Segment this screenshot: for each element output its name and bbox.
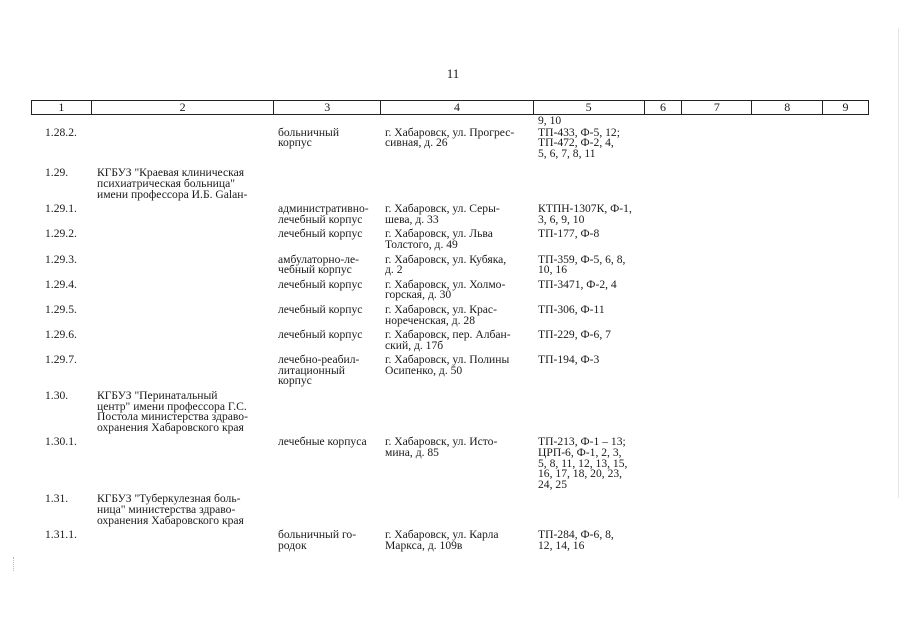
- table-row: [31, 125, 869, 160]
- building-type: лечебный корпус: [278, 227, 363, 241]
- item-number: 1.29.7.: [45, 353, 77, 367]
- address: г. Хабаровск, ул. Льва Толстого, д. 49: [385, 227, 493, 251]
- table-header-row: [31, 100, 869, 115]
- substation-feeders: КТПН-1307К, Ф-1, 3, 6, 9, 10: [538, 202, 632, 226]
- building-type: лечебный корпус: [278, 277, 363, 291]
- table-row: [31, 437, 869, 490]
- address: г. Хабаровск, ул. Карла Маркса, д. 109в: [385, 528, 499, 552]
- header-col-9: 9: [842, 100, 849, 114]
- item-number: 1.29.3.: [45, 252, 77, 266]
- item-number: 1.30.1.: [45, 435, 77, 449]
- continuation-substation: 9, 10: [538, 114, 562, 127]
- address: г. Хабаровск, ул. Холмо- горская, д. 30: [385, 277, 506, 302]
- address: г. Хабаровск, ул. Прогрес- сивная, д. 26: [385, 125, 515, 150]
- item-number: 1.29.5.: [45, 302, 77, 316]
- scan-mark: [13, 557, 16, 571]
- table-row: [31, 330, 869, 351]
- building-type: больничный корпус: [278, 125, 340, 150]
- table-row: [31, 229, 869, 250]
- scan-edge-line: [898, 28, 899, 498]
- table-row: [31, 391, 869, 433]
- item-number: 1.29.1.: [45, 202, 77, 216]
- header-col-7: 7: [682, 101, 752, 114]
- table-row: [31, 252, 869, 277]
- item-number: 1.31.: [45, 492, 69, 506]
- address: г. Хабаровск, ул. Полины Осипенко, д. 50: [385, 353, 510, 377]
- substation-feeders: ТП-177, Ф-8: [538, 227, 600, 241]
- header-col-4: 4: [381, 101, 534, 114]
- header-col-8: 8: [752, 101, 823, 114]
- building-type: административно- лечебный корпус: [278, 202, 369, 226]
- header-col-5: 5: [534, 101, 645, 114]
- header-col-2: 2: [92, 101, 275, 114]
- organization-name: КГБУЗ "Перинатальный центр" имени профессора Г.С. Постола министерства здраво- охранения Хабаровского края: [97, 389, 248, 434]
- address: г. Хабаровск, пер. Албан- ский, д. 17б: [385, 328, 511, 352]
- address: г. Хабаровск, ул. Крас- нореченская, д. 28: [385, 302, 497, 327]
- header-col-3: 3: [274, 101, 381, 114]
- item-number: 1.29.2.: [45, 227, 77, 241]
- item-number: 1.29.4.: [45, 277, 77, 291]
- building-type: амбулаторно-ле- чебный корпус: [278, 252, 360, 277]
- table-row: [31, 494, 869, 526]
- header-col-6: 6: [645, 101, 683, 114]
- address: г. Хабаровск, ул. Исто- мина, д. 85: [385, 435, 498, 460]
- organization-name: КГБУЗ "Краевая клиническая психиатрическая больница" имени профессора И.Б. Galан-: [97, 166, 248, 201]
- table-row: [31, 355, 869, 387]
- organization-name: КГБУЗ "Туберкулезная боль- ница" министерства здраво- охранения Хабаровского края: [97, 492, 244, 527]
- table-row: [31, 168, 869, 200]
- substation-feeders: ТП-359, Ф-5, 6, 8, 10, 16: [538, 252, 626, 277]
- table-row: [31, 277, 869, 302]
- item-number: 1.30.: [45, 389, 69, 403]
- substation-feeders: ТП-213, Ф-1 – 13; ЦРП-6, Ф-1, 2, 3, 5, 8, 11, 12, 13, 15, 16, 17, 18, 20, 23, 24, 25: [538, 435, 628, 491]
- item-number: 1.28.2.: [45, 125, 77, 139]
- building-type: лечебный корпус: [278, 302, 363, 316]
- building-type: лечебные корпуса: [278, 435, 367, 449]
- substation-feeders: ТП-306, Ф-11: [538, 302, 605, 316]
- address: г. Хабаровск, ул. Серы- шева, д. 33: [385, 202, 500, 226]
- page-number: 11: [446, 66, 460, 81]
- item-number: 1.29.: [45, 166, 69, 180]
- address: г. Хабаровск, ул. Кубяка, д. 2: [385, 252, 507, 277]
- substation-feeders: ТП-194, Ф-3: [538, 353, 600, 367]
- item-number: 1.29.6.: [45, 328, 77, 342]
- substation-feeders: ТП-284, Ф-6, 8, 12, 14, 16: [538, 528, 614, 552]
- table-row: [31, 204, 869, 225]
- header-col-1: 1: [32, 101, 92, 114]
- building-type: лечебно-реабил- литационный корпус: [278, 353, 360, 388]
- substation-feeders: ТП-229, Ф-6, 7: [538, 328, 611, 342]
- table-row: [31, 302, 869, 327]
- item-number: 1.31.1.: [45, 528, 77, 542]
- building-type: лечебный корпус: [278, 328, 363, 342]
- substation-feeders: ТП-3471, Ф-2, 4: [538, 277, 617, 291]
- building-type: больничный го- родок: [278, 528, 357, 552]
- continuation-row: [31, 116, 869, 127]
- table-row: [31, 530, 869, 551]
- substation-feeders: ТП-433, Ф-5, 12; ТП-472, Ф-2, 4, 5, 6, 7, 8, 11: [538, 125, 620, 160]
- table-body: [31, 116, 869, 551]
